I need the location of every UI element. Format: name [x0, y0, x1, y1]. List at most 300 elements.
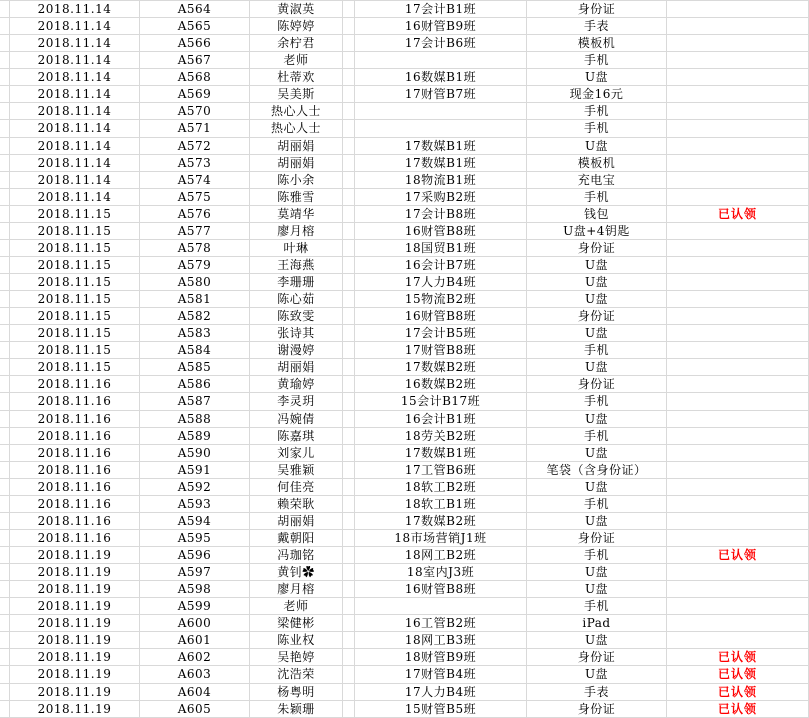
cell-owner-name[interactable]: 陈嘉琪: [250, 428, 343, 445]
cell-row-margin[interactable]: [0, 274, 10, 291]
cell-claimed-status[interactable]: [667, 1, 809, 18]
cell-spacer[interactable]: [343, 411, 355, 428]
cell-class[interactable]: 17会计B1班: [355, 1, 527, 18]
cell-row-margin[interactable]: [0, 359, 10, 376]
cell-date[interactable]: 2018.11.19: [10, 701, 140, 718]
cell-item-id[interactable]: A567: [140, 52, 250, 69]
cell-spacer[interactable]: [343, 342, 355, 359]
cell-item[interactable]: 手机: [527, 598, 667, 615]
cell-spacer[interactable]: [343, 496, 355, 513]
cell-date[interactable]: 2018.11.14: [10, 69, 140, 86]
cell-claimed-status[interactable]: 已认领: [667, 701, 809, 718]
cell-item[interactable]: U盘: [527, 69, 667, 86]
cell-class[interactable]: 16数媒B2班: [355, 376, 527, 393]
cell-row-margin[interactable]: [0, 581, 10, 598]
cell-row-margin[interactable]: [0, 308, 10, 325]
cell-row-margin[interactable]: [0, 18, 10, 35]
cell-date[interactable]: 2018.11.14: [10, 35, 140, 52]
cell-item[interactable]: 身份证: [527, 649, 667, 666]
cell-spacer[interactable]: [343, 632, 355, 649]
cell-owner-name[interactable]: 陈心茹: [250, 291, 343, 308]
cell-spacer[interactable]: [343, 120, 355, 137]
cell-class[interactable]: 17数媒B2班: [355, 359, 527, 376]
cell-row-margin[interactable]: [0, 666, 10, 683]
cell-claimed-status[interactable]: [667, 223, 809, 240]
cell-spacer[interactable]: [343, 18, 355, 35]
cell-owner-name[interactable]: 廖月榕: [250, 581, 343, 598]
cell-item-id[interactable]: A592: [140, 479, 250, 496]
cell-spacer[interactable]: [343, 615, 355, 632]
cell-row-margin[interactable]: [0, 393, 10, 410]
cell-row-margin[interactable]: [0, 35, 10, 52]
cell-row-margin[interactable]: [0, 564, 10, 581]
cell-item-id[interactable]: A605: [140, 701, 250, 718]
cell-owner-name[interactable]: 热心人士: [250, 103, 343, 120]
cell-spacer[interactable]: [343, 240, 355, 257]
cell-row-margin[interactable]: [0, 598, 10, 615]
cell-item-id[interactable]: A575: [140, 189, 250, 206]
cell-item[interactable]: 身份证: [527, 308, 667, 325]
cell-claimed-status[interactable]: [667, 342, 809, 359]
cell-spacer[interactable]: [343, 479, 355, 496]
cell-owner-name[interactable]: 老师: [250, 52, 343, 69]
cell-claimed-status[interactable]: [667, 308, 809, 325]
cell-spacer[interactable]: [343, 52, 355, 69]
cell-owner-name[interactable]: 张诗其: [250, 325, 343, 342]
cell-spacer[interactable]: [343, 581, 355, 598]
cell-claimed-status[interactable]: [667, 69, 809, 86]
cell-owner-name[interactable]: 何佳亮: [250, 479, 343, 496]
cell-class[interactable]: 16数媒B1班: [355, 69, 527, 86]
cell-spacer[interactable]: [343, 513, 355, 530]
cell-claimed-status[interactable]: [667, 274, 809, 291]
cell-item[interactable]: 充电宝: [527, 172, 667, 189]
cell-item[interactable]: U盘: [527, 291, 667, 308]
cell-date[interactable]: 2018.11.16: [10, 513, 140, 530]
cell-row-margin[interactable]: [0, 155, 10, 172]
cell-spacer[interactable]: [343, 462, 355, 479]
cell-claimed-status[interactable]: [667, 632, 809, 649]
cell-spacer[interactable]: [343, 649, 355, 666]
cell-class[interactable]: 18网工B2班: [355, 547, 527, 564]
cell-row-margin[interactable]: [0, 172, 10, 189]
cell-item-id[interactable]: A578: [140, 240, 250, 257]
cell-claimed-status[interactable]: [667, 462, 809, 479]
cell-spacer[interactable]: [343, 701, 355, 718]
cell-item-id[interactable]: A576: [140, 206, 250, 223]
cell-spacer[interactable]: [343, 428, 355, 445]
cell-class[interactable]: 17数媒B1班: [355, 155, 527, 172]
cell-class[interactable]: 18软工B1班: [355, 496, 527, 513]
cell-date[interactable]: 2018.11.15: [10, 240, 140, 257]
cell-class[interactable]: 16财管B8班: [355, 581, 527, 598]
cell-class[interactable]: [355, 103, 527, 120]
cell-date[interactable]: 2018.11.16: [10, 411, 140, 428]
cell-spacer[interactable]: [343, 564, 355, 581]
cell-date[interactable]: 2018.11.19: [10, 649, 140, 666]
cell-date[interactable]: 2018.11.14: [10, 52, 140, 69]
cell-row-margin[interactable]: [0, 615, 10, 632]
cell-claimed-status[interactable]: [667, 581, 809, 598]
cell-date[interactable]: 2018.11.16: [10, 428, 140, 445]
cell-date[interactable]: 2018.11.16: [10, 530, 140, 547]
cell-item-id[interactable]: A577: [140, 223, 250, 240]
cell-row-margin[interactable]: [0, 547, 10, 564]
cell-item-id[interactable]: A569: [140, 86, 250, 103]
cell-class[interactable]: 16财管B9班: [355, 18, 527, 35]
cell-claimed-status[interactable]: 已认领: [667, 206, 809, 223]
cell-owner-name[interactable]: 黄淑英: [250, 1, 343, 18]
cell-owner-name[interactable]: 冯婉倩: [250, 411, 343, 428]
cell-class[interactable]: 15物流B2班: [355, 291, 527, 308]
cell-class[interactable]: 17数媒B1班: [355, 445, 527, 462]
cell-item[interactable]: 手机: [527, 342, 667, 359]
cell-date[interactable]: 2018.11.19: [10, 598, 140, 615]
cell-class[interactable]: 17人力B4班: [355, 684, 527, 701]
cell-row-margin[interactable]: [0, 138, 10, 155]
cell-claimed-status[interactable]: 已认领: [667, 547, 809, 564]
cell-spacer[interactable]: [343, 530, 355, 547]
cell-item[interactable]: 模板机: [527, 155, 667, 172]
cell-row-margin[interactable]: [0, 103, 10, 120]
cell-row-margin[interactable]: [0, 206, 10, 223]
cell-item[interactable]: U盘: [527, 138, 667, 155]
cell-owner-name[interactable]: 老师: [250, 598, 343, 615]
cell-claimed-status[interactable]: [667, 428, 809, 445]
cell-owner-name[interactable]: 吴美斯: [250, 86, 343, 103]
cell-owner-name[interactable]: 吴雅颖: [250, 462, 343, 479]
cell-item[interactable]: U盘: [527, 274, 667, 291]
cell-item[interactable]: 手机: [527, 428, 667, 445]
cell-item-id[interactable]: A568: [140, 69, 250, 86]
cell-item[interactable]: 钱包: [527, 206, 667, 223]
cell-class[interactable]: 17财管B8班: [355, 342, 527, 359]
cell-date[interactable]: 2018.11.14: [10, 155, 140, 172]
cell-row-margin[interactable]: [0, 52, 10, 69]
cell-class[interactable]: 17数媒B1班: [355, 138, 527, 155]
cell-item[interactable]: 笔袋（含身份证）: [527, 462, 667, 479]
cell-class[interactable]: 15会计B17班: [355, 393, 527, 410]
cell-item-id[interactable]: A599: [140, 598, 250, 615]
cell-item[interactable]: 手机: [527, 52, 667, 69]
cell-row-margin[interactable]: [0, 684, 10, 701]
cell-item-id[interactable]: A571: [140, 120, 250, 137]
cell-date[interactable]: 2018.11.16: [10, 393, 140, 410]
cell-spacer[interactable]: [343, 376, 355, 393]
cell-claimed-status[interactable]: [667, 479, 809, 496]
cell-claimed-status[interactable]: [667, 445, 809, 462]
cell-item-id[interactable]: A565: [140, 18, 250, 35]
cell-owner-name[interactable]: 黄瑜婷: [250, 376, 343, 393]
cell-row-margin[interactable]: [0, 411, 10, 428]
cell-claimed-status[interactable]: [667, 325, 809, 342]
cell-item-id[interactable]: A601: [140, 632, 250, 649]
cell-class[interactable]: 18软工B2班: [355, 479, 527, 496]
cell-row-margin[interactable]: [0, 530, 10, 547]
cell-date[interactable]: 2018.11.14: [10, 172, 140, 189]
cell-item-id[interactable]: A603: [140, 666, 250, 683]
cell-item-id[interactable]: A595: [140, 530, 250, 547]
cell-class[interactable]: [355, 120, 527, 137]
cell-item[interactable]: U盘: [527, 411, 667, 428]
cell-item[interactable]: 手机: [527, 496, 667, 513]
cell-row-margin[interactable]: [0, 479, 10, 496]
cell-claimed-status[interactable]: [667, 513, 809, 530]
cell-date[interactable]: 2018.11.16: [10, 376, 140, 393]
cell-date[interactable]: 2018.11.19: [10, 581, 140, 598]
cell-date[interactable]: 2018.11.14: [10, 86, 140, 103]
cell-item-id[interactable]: A573: [140, 155, 250, 172]
cell-claimed-status[interactable]: [667, 564, 809, 581]
cell-class[interactable]: 18国贸B1班: [355, 240, 527, 257]
cell-owner-name[interactable]: 沈浩荣: [250, 666, 343, 683]
cell-spacer[interactable]: [343, 1, 355, 18]
cell-item-id[interactable]: A604: [140, 684, 250, 701]
cell-spacer[interactable]: [343, 138, 355, 155]
cell-row-margin[interactable]: [0, 223, 10, 240]
cell-class[interactable]: 16财管B8班: [355, 223, 527, 240]
cell-spacer[interactable]: [343, 35, 355, 52]
cell-date[interactable]: 2018.11.16: [10, 496, 140, 513]
cell-item[interactable]: 手机: [527, 189, 667, 206]
cell-item-id[interactable]: A566: [140, 35, 250, 52]
cell-item[interactable]: 手机: [527, 103, 667, 120]
cell-spacer[interactable]: [343, 666, 355, 683]
cell-claimed-status[interactable]: [667, 598, 809, 615]
cell-class[interactable]: 18网工B3班: [355, 632, 527, 649]
cell-item[interactable]: U盘: [527, 632, 667, 649]
cell-row-margin[interactable]: [0, 240, 10, 257]
cell-claimed-status[interactable]: [667, 240, 809, 257]
cell-date[interactable]: 2018.11.15: [10, 274, 140, 291]
cell-date[interactable]: 2018.11.16: [10, 479, 140, 496]
cell-item[interactable]: U盘+4钥匙: [527, 223, 667, 240]
cell-item-id[interactable]: A583: [140, 325, 250, 342]
cell-date[interactable]: 2018.11.15: [10, 206, 140, 223]
cell-class[interactable]: 16工管B2班: [355, 615, 527, 632]
cell-class[interactable]: [355, 598, 527, 615]
cell-row-margin[interactable]: [0, 513, 10, 530]
cell-row-margin[interactable]: [0, 428, 10, 445]
cell-item[interactable]: U盘: [527, 325, 667, 342]
cell-class[interactable]: 18劳关B2班: [355, 428, 527, 445]
cell-date[interactable]: 2018.11.16: [10, 462, 140, 479]
cell-spacer[interactable]: [343, 206, 355, 223]
cell-owner-name[interactable]: 胡丽娟: [250, 138, 343, 155]
cell-class[interactable]: 17财管B4班: [355, 666, 527, 683]
cell-item[interactable]: 身份证: [527, 240, 667, 257]
cell-item-id[interactable]: A572: [140, 138, 250, 155]
cell-spacer[interactable]: [343, 547, 355, 564]
cell-class[interactable]: 18市场营销J1班: [355, 530, 527, 547]
cell-claimed-status[interactable]: [667, 393, 809, 410]
cell-item-id[interactable]: A596: [140, 547, 250, 564]
cell-item[interactable]: U盘: [527, 445, 667, 462]
cell-class[interactable]: 17人力B4班: [355, 274, 527, 291]
cell-item[interactable]: U盘: [527, 513, 667, 530]
cell-class[interactable]: 17数媒B2班: [355, 513, 527, 530]
cell-item[interactable]: U盘: [527, 479, 667, 496]
cell-item-id[interactable]: A591: [140, 462, 250, 479]
cell-owner-name[interactable]: 热心人士: [250, 120, 343, 137]
cell-claimed-status[interactable]: [667, 359, 809, 376]
cell-date[interactable]: 2018.11.15: [10, 325, 140, 342]
cell-owner-name[interactable]: 王海燕: [250, 257, 343, 274]
cell-spacer[interactable]: [343, 359, 355, 376]
cell-owner-name[interactable]: 李珊珊: [250, 274, 343, 291]
cell-owner-name[interactable]: 杜蒂欢: [250, 69, 343, 86]
cell-item-id[interactable]: A597: [140, 564, 250, 581]
cell-item[interactable]: 手机: [527, 393, 667, 410]
cell-date[interactable]: 2018.11.14: [10, 1, 140, 18]
cell-claimed-status[interactable]: 已认领: [667, 666, 809, 683]
cell-class[interactable]: 17财管B7班: [355, 86, 527, 103]
cell-claimed-status[interactable]: [667, 496, 809, 513]
cell-owner-name[interactable]: 胡丽娟: [250, 513, 343, 530]
cell-class[interactable]: 15财管B5班: [355, 701, 527, 718]
cell-spacer[interactable]: [343, 155, 355, 172]
cell-item[interactable]: U盘: [527, 359, 667, 376]
cell-item-id[interactable]: A581: [140, 291, 250, 308]
cell-spacer[interactable]: [343, 69, 355, 86]
cell-spacer[interactable]: [343, 189, 355, 206]
cell-owner-name[interactable]: 陈婷婷: [250, 18, 343, 35]
cell-claimed-status[interactable]: [667, 35, 809, 52]
cell-owner-name[interactable]: 吴艳婷: [250, 649, 343, 666]
cell-item-id[interactable]: A598: [140, 581, 250, 598]
cell-item-id[interactable]: A587: [140, 393, 250, 410]
cell-item-id[interactable]: A594: [140, 513, 250, 530]
cell-date[interactable]: 2018.11.15: [10, 223, 140, 240]
cell-item[interactable]: 身份证: [527, 1, 667, 18]
cell-owner-name[interactable]: 黄钊✿: [250, 564, 343, 581]
cell-item[interactable]: 身份证: [527, 376, 667, 393]
cell-item-id[interactable]: A588: [140, 411, 250, 428]
cell-item[interactable]: 手机: [527, 547, 667, 564]
cell-claimed-status[interactable]: [667, 530, 809, 547]
cell-row-margin[interactable]: [0, 69, 10, 86]
cell-item-id[interactable]: A582: [140, 308, 250, 325]
cell-claimed-status[interactable]: [667, 172, 809, 189]
cell-item-id[interactable]: A602: [140, 649, 250, 666]
cell-row-margin[interactable]: [0, 462, 10, 479]
cell-item[interactable]: 身份证: [527, 701, 667, 718]
cell-claimed-status[interactable]: 已认领: [667, 649, 809, 666]
cell-item[interactable]: 手表: [527, 684, 667, 701]
cell-class[interactable]: 18物流B1班: [355, 172, 527, 189]
cell-item-id[interactable]: A600: [140, 615, 250, 632]
cell-class[interactable]: 16会计B7班: [355, 257, 527, 274]
cell-class[interactable]: 16财管B8班: [355, 308, 527, 325]
cell-spacer[interactable]: [343, 103, 355, 120]
cell-owner-name[interactable]: 陈小余: [250, 172, 343, 189]
cell-date[interactable]: 2018.11.19: [10, 564, 140, 581]
cell-item[interactable]: U盘: [527, 666, 667, 683]
cell-spacer[interactable]: [343, 445, 355, 462]
cell-row-margin[interactable]: [0, 632, 10, 649]
cell-owner-name[interactable]: 冯珈铭: [250, 547, 343, 564]
cell-spacer[interactable]: [343, 223, 355, 240]
cell-owner-name[interactable]: 谢漫婷: [250, 342, 343, 359]
cell-owner-name[interactable]: 戴朝阳: [250, 530, 343, 547]
cell-item-id[interactable]: A589: [140, 428, 250, 445]
cell-date[interactable]: 2018.11.16: [10, 445, 140, 462]
cell-item-id[interactable]: A584: [140, 342, 250, 359]
cell-item-id[interactable]: A590: [140, 445, 250, 462]
cell-owner-name[interactable]: 梁健彬: [250, 615, 343, 632]
cell-date[interactable]: 2018.11.15: [10, 359, 140, 376]
cell-item-id[interactable]: A570: [140, 103, 250, 120]
cell-claimed-status[interactable]: [667, 411, 809, 428]
cell-spacer[interactable]: [343, 684, 355, 701]
cell-date[interactable]: 2018.11.14: [10, 103, 140, 120]
cell-claimed-status[interactable]: [667, 86, 809, 103]
cell-date[interactable]: 2018.11.15: [10, 257, 140, 274]
cell-claimed-status[interactable]: [667, 103, 809, 120]
cell-spacer[interactable]: [343, 274, 355, 291]
cell-owner-name[interactable]: 杨粤明: [250, 684, 343, 701]
cell-item[interactable]: 手机: [527, 120, 667, 137]
cell-spacer[interactable]: [343, 86, 355, 103]
cell-item[interactable]: U盘: [527, 257, 667, 274]
cell-item-id[interactable]: A579: [140, 257, 250, 274]
cell-row-margin[interactable]: [0, 291, 10, 308]
cell-item-id[interactable]: A574: [140, 172, 250, 189]
cell-class[interactable]: 17工管B6班: [355, 462, 527, 479]
cell-claimed-status[interactable]: [667, 257, 809, 274]
cell-owner-name[interactable]: 陈雅雪: [250, 189, 343, 206]
cell-item[interactable]: 身份证: [527, 530, 667, 547]
cell-claimed-status[interactable]: [667, 52, 809, 69]
cell-item[interactable]: iPad: [527, 615, 667, 632]
cell-date[interactable]: 2018.11.14: [10, 138, 140, 155]
cell-date[interactable]: 2018.11.15: [10, 308, 140, 325]
cell-owner-name[interactable]: 朱颖珊: [250, 701, 343, 718]
cell-date[interactable]: 2018.11.19: [10, 684, 140, 701]
cell-claimed-status[interactable]: 已认领: [667, 684, 809, 701]
cell-item[interactable]: U盘: [527, 581, 667, 598]
cell-spacer[interactable]: [343, 172, 355, 189]
cell-item[interactable]: 手表: [527, 18, 667, 35]
cell-owner-name[interactable]: 余柠君: [250, 35, 343, 52]
cell-claimed-status[interactable]: [667, 155, 809, 172]
cell-class[interactable]: 18室内J3班: [355, 564, 527, 581]
cell-owner-name[interactable]: 胡丽娟: [250, 359, 343, 376]
cell-date[interactable]: 2018.11.14: [10, 120, 140, 137]
cell-class[interactable]: 17会计B5班: [355, 325, 527, 342]
cell-class[interactable]: 16会计B1班: [355, 411, 527, 428]
cell-row-margin[interactable]: [0, 189, 10, 206]
cell-date[interactable]: 2018.11.14: [10, 18, 140, 35]
cell-date[interactable]: 2018.11.19: [10, 547, 140, 564]
cell-claimed-status[interactable]: [667, 189, 809, 206]
cell-owner-name[interactable]: 陈致雯: [250, 308, 343, 325]
cell-row-margin[interactable]: [0, 120, 10, 137]
cell-row-margin[interactable]: [0, 1, 10, 18]
cell-row-margin[interactable]: [0, 649, 10, 666]
cell-owner-name[interactable]: 莫靖华: [250, 206, 343, 223]
cell-class[interactable]: 17会计B8班: [355, 206, 527, 223]
cell-class[interactable]: [355, 52, 527, 69]
cell-row-margin[interactable]: [0, 257, 10, 274]
cell-date[interactable]: 2018.11.19: [10, 666, 140, 683]
cell-item-id[interactable]: A585: [140, 359, 250, 376]
cell-claimed-status[interactable]: [667, 615, 809, 632]
cell-owner-name[interactable]: 廖月榕: [250, 223, 343, 240]
cell-date[interactable]: 2018.11.14: [10, 189, 140, 206]
cell-claimed-status[interactable]: [667, 18, 809, 35]
cell-date[interactable]: 2018.11.19: [10, 632, 140, 649]
